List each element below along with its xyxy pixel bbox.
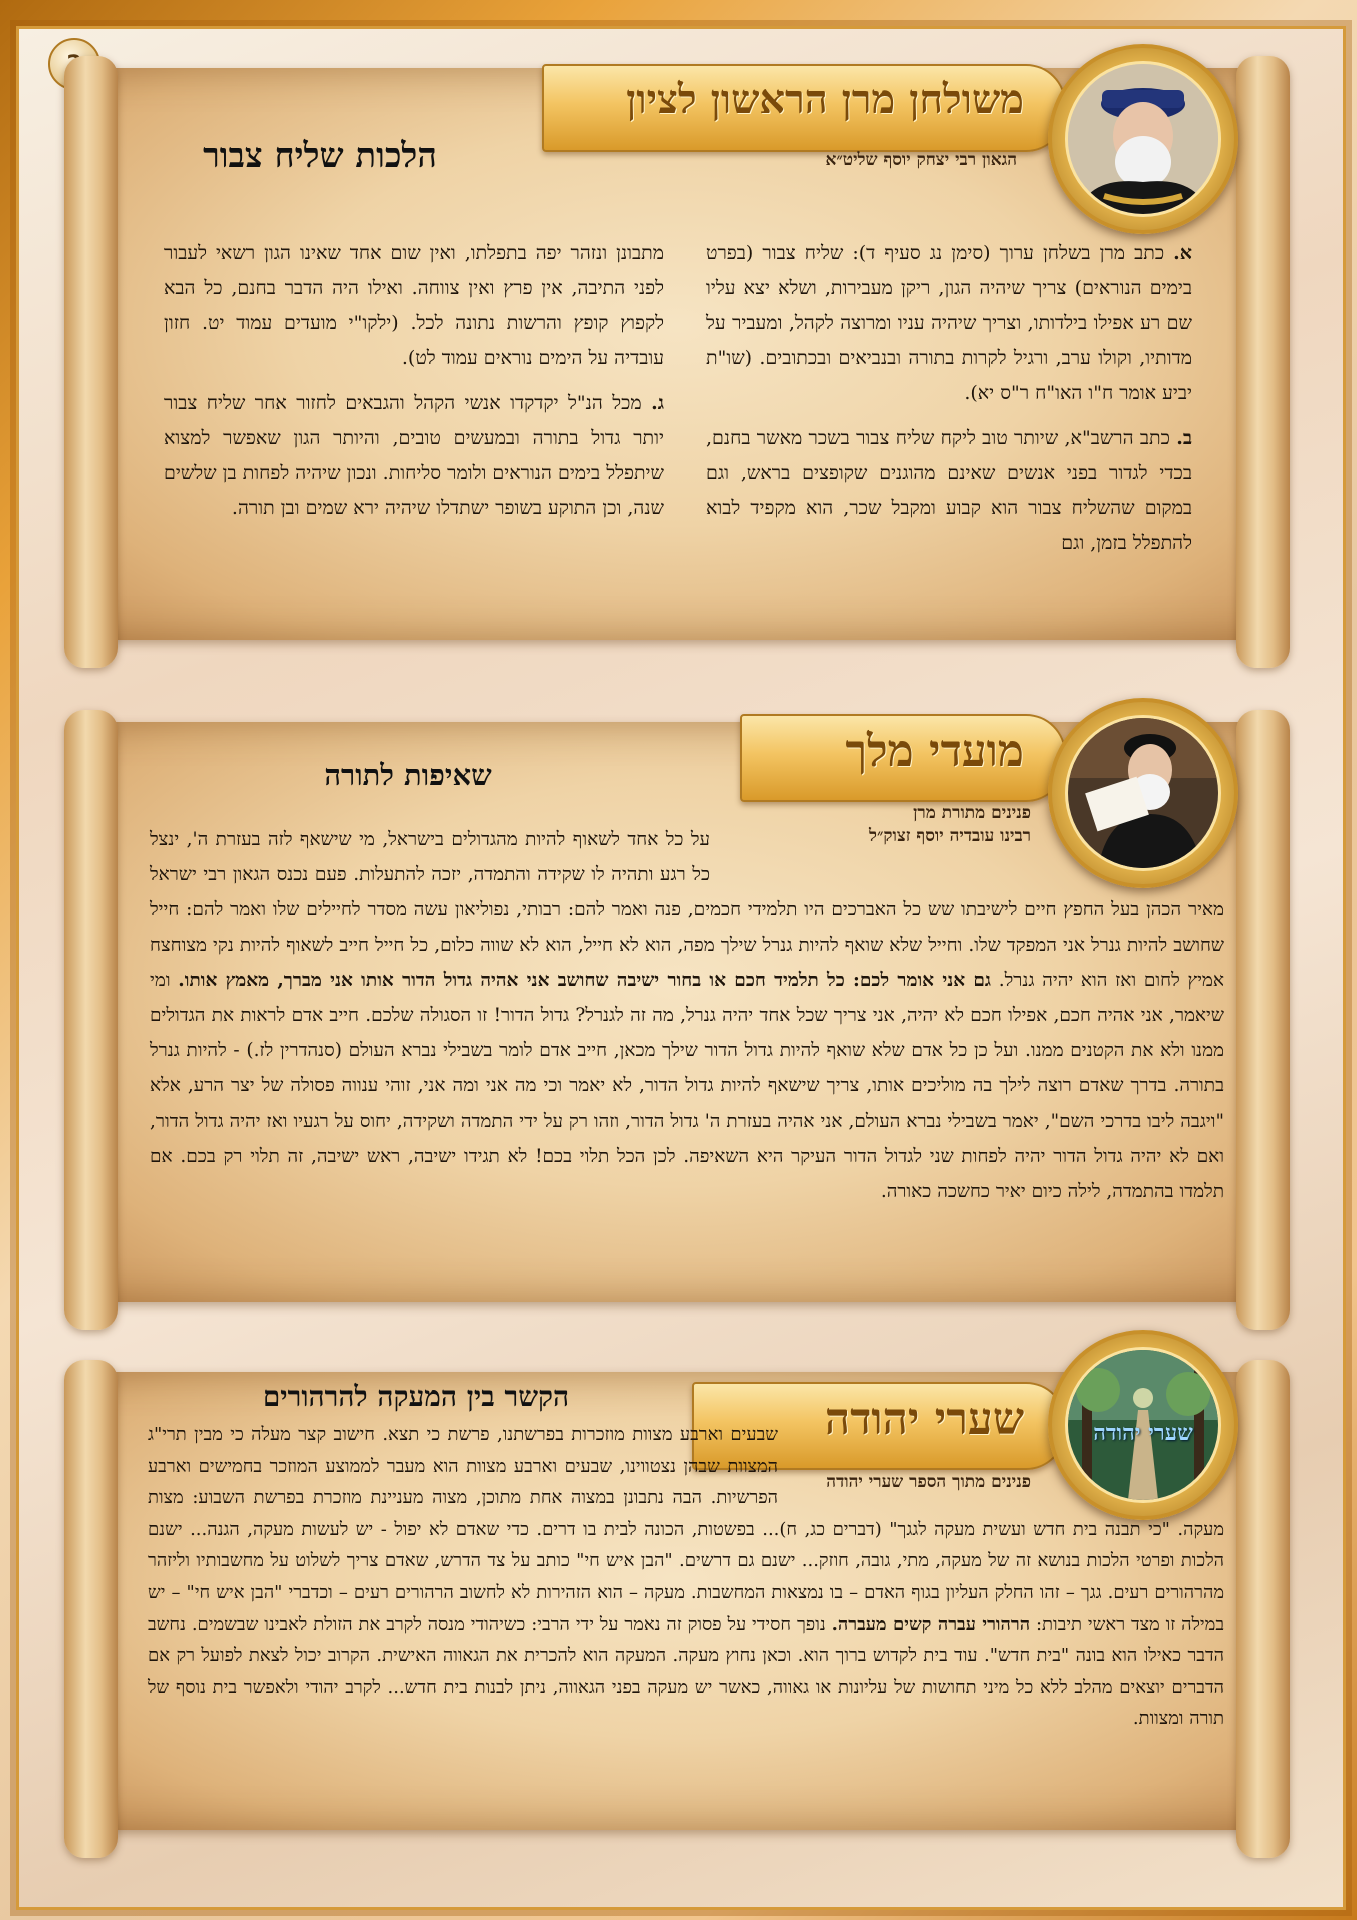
paragraph-c-label: ג. bbox=[651, 392, 664, 414]
section-2-text-2: ומי שיאמר, אני אהיה חכם, אפילו חכם לא יהיה, אני צריך שכל אחד יהיה גנרל, מה זה לגנרל? גדול הדור! זו הסגולה שלכם. חייב אדם לראות את הגדולים ממנו ולא את הקטנים ממנו. ועל כן כל אדם שלא שואף להיות גדול הדור שילך מכאן, חייב אדם לומר בשבילי נברא העולם (סנהדרין לז.) - להיות גנרל בתורה. בדרך שאדם רוצה לילך בה מוליכים אותו, צריך שישאף להיות גדול הדור, לא יאמר וכי מה אני ומה אני, זוהי ענווה פסולה של יצר הרע, אלא "ויגבה ליבו בדרכי השם", יאמר בשבילי נברא העולם, אני אהיה בעזרת ה' גדול הדור, וזהו רק על ידי התמדה ושקידה, יחוס על רגעיו ואז יהיה גדול הדור, ואם לא יהיה גדול הדור יהיה לפחות שני לגדול הדור העיקר היא השאיפה. לכן הכל תלוי בכם! לא תגידו ישיבה, ראש ישיבה, זה תלוי רק בכם. אם תלמדו בהתמדה, לילה כיום יאיר כחשכה כאורה. bbox=[150, 969, 1224, 1203]
section-2-banner-title: מועדי מלך bbox=[845, 726, 1024, 777]
section-1-paragraph-b bbox=[706, 421, 1192, 561]
section-2-banner bbox=[740, 714, 1066, 802]
section-3-text-1: שבעים וארבע מצוות מוזכרות בפרשתנו, פרשת כי תצא. חישוב קצר מעלה כי מבין תרי"ג המצוות שבהן נצטווינו, שבעים וארבע מצוות הוא מעבר לממוצע המוזכר בחמישים וארבע הפרשיות. הבה נתבונן במצוה אחת מתוכן, מצוה מעניינת מוזכרת בפרשת השבוע: מצות מעקה. "כי תבנה בית חדש ועשית מעקה לגגך" (דברים כג, ח)... בפשטות, הכונה לבית בו דרים. כדי שאדם לא יפול - יש לעשות מעקה, הגנה... ישנם הלכות ופרטי הלכות בנושא זה של מעקה, מתי, גובה, חוזק... ישנם גם דרשים. "הבן איש חי" כותב על צד הדרש, שאדם צריך לשלוט על מחשבותיו וליזהר מהרהורים רעים. גגך – זהו החלק העליון בגוף האדם – בו נמצאות המחשבות. מעקה – הוא הזהירות לא לחשוב הרהורים רעים – וכדברי "הבן איש חי" – יש במילה זו מצד ראשי תיבות: bbox=[148, 1424, 1224, 1635]
medallion-caption: שערי יהודה bbox=[1093, 1420, 1193, 1446]
section-1-banner-title: משולחן מרן הראשון לציון bbox=[626, 76, 1024, 123]
section-1-paragraph-c bbox=[164, 386, 664, 526]
section-2-body bbox=[150, 822, 1224, 1209]
section-1-left-column bbox=[164, 236, 664, 536]
section-1-banner bbox=[542, 64, 1066, 152]
section-1-heading: הלכות שליח צבור bbox=[203, 136, 437, 176]
section-1-portrait bbox=[1048, 44, 1238, 234]
section-3-heading: הקשר בין המעקה להרהורים bbox=[262, 1380, 570, 1413]
paragraph-a-text: כתב מרן בשלחן ערוך (סימן נג סעיף ד): שליח צבור (בפרט בימים הנוראים) צריך שיהיה הגון, ריקן מעבירות, ושלא יצא עליו שם רע אפילו בילדותו, וצריך שיהיה עניו ומרוצה לקהל, ומעביר על מדותיו, וקולו ערב, ורגיל לקרות בתורה ובנביאים ובכתובים. (שו"ת יביע אומר ח"ו האו"ח ר"ס יא). bbox=[706, 242, 1192, 404]
section-2-banner-subtitle-2: רבינו עובדיה יוסף זצוק״ל bbox=[869, 826, 1031, 846]
section-3-float-spacer bbox=[778, 1419, 1224, 1511]
section-2-heading: שאיפות לתורה bbox=[324, 758, 492, 792]
section-2-text-1: על כל אחד לשאוף להיות מהגדולים בישראל, מי שישאף לזה בעזרת ה', ינצל כל רגע ותהיה לו שקידה והתמדה, יזכה להתעלות. פעם נכנס הגאון רבי ישראל מאיר הכהן בעל החפץ חיים לישיבתו שש כל האברכים היו תלמידי חכמים, פנה ואמר להם: רבותי, נפוליאון עשה מסדר לחיילים שלו ואמר להם: חייל שחושב להיות גנרל אני המפקד שלו. וחייל שלא שואף להיות גנרל שילך מפה, הוא לא חייל, הוא לא שווה כלום, כל חייל חייב לשאוף להיות נקי מצוחצח אמיץ לחום ואז הוא יהיה גנרל. bbox=[150, 829, 1225, 991]
section-3-body bbox=[148, 1419, 1224, 1735]
section-1-right-column bbox=[706, 236, 1192, 571]
section-2-banner-subtitle-1: פנינים מתורת מרן bbox=[913, 803, 1031, 823]
paragraph-c-text: מכל הנ"ל יקדקדו אנשי הקהל והגבאים לחזור אחר שליח צבור יותר גדול בתורה ובמעשים טובים, והיותר הגון שאפשר למצוא שיתפלל בימים הנוראים ולומר סליחות. ונכון שיהיה לפחות בן שלשים שנה, וכן התוקע בשופר ישתדלו שיהיה ירא שמים ובן תורה. bbox=[164, 392, 664, 519]
paragraph-b-text: כתב הרשב"א, שיותר טוב ליקח שליח צבור בשכר מאשר בחנם, בכדי לגדור בפני אנשים שאינם מהוגנים שקופצים בראש, וגם במקום שהשליח צבור הוא קבוע ומקבל שכר, הוא מקפיד לבוא להתפלל בזמן, וגם bbox=[706, 427, 1192, 554]
paragraph-b-label: ב. bbox=[1176, 427, 1192, 449]
paragraph-a-label: א. bbox=[1173, 242, 1192, 264]
section-3-text-2: נופך חסידי על פסוק זה נאמר על ידי הרבי: כשיהודי מנסה לקרב את הזולת לאבינו שבשמים. נחשב הדבר כאילו הוא בונה "בית חדש". עוד בית לקדוש ברוך הוא. וכאן נחוץ מעקה. המעקה הוא להכרית את הגאווה האישית. הקרוב יכול לצאת לפועל רק אם הדברים יוצאים מהלב ללא כל מיני תחושות של עליונות או גאווה, כאשר יש מעקה בפני הגאווה, ניתן לבנות בית חדש... לקרב יהודי ולאפשר בית נוסף של תורה ומצוות. bbox=[148, 1613, 1224, 1730]
section-2-float-spacer bbox=[710, 822, 1224, 890]
section-1-paragraph-a bbox=[706, 236, 1192, 411]
rabbi-portrait-image bbox=[1065, 61, 1221, 217]
section-1-paragraph-b-continued: מתבונן ונזהר יפה בתפלתו, ואין שום אחד שאינו הגון רשאי לעבור לפני התיבה, אין פרץ ואין צווחה. ואילו היה הדבר בחנם, כל הבא לקפוץ קופץ והרשות נתונה לכל. (ילקו"י מועדים עמוד יט. חזון עובדיה על הימים נוראים עמוד לט). bbox=[164, 242, 664, 369]
section-3-banner-subtitle: פנינים מתוך הספר שערי יהודה bbox=[826, 1472, 1031, 1492]
section-3-banner-title: שערי יהודה bbox=[824, 1394, 1024, 1445]
section-2-text-bold: גם אני אומר לכם: כל תלמיד חכם או בחור ישיבה שחושב אני אהיה גדול הדור אותו אני מברך, מאמץ אותו. bbox=[178, 969, 992, 991]
section-1-banner-subtitle: הגאון רבי יצחק יוסף שליט״א bbox=[825, 150, 1017, 170]
section-3-text-bold: הרהורי עברה קשים מעברה. bbox=[831, 1613, 1031, 1635]
